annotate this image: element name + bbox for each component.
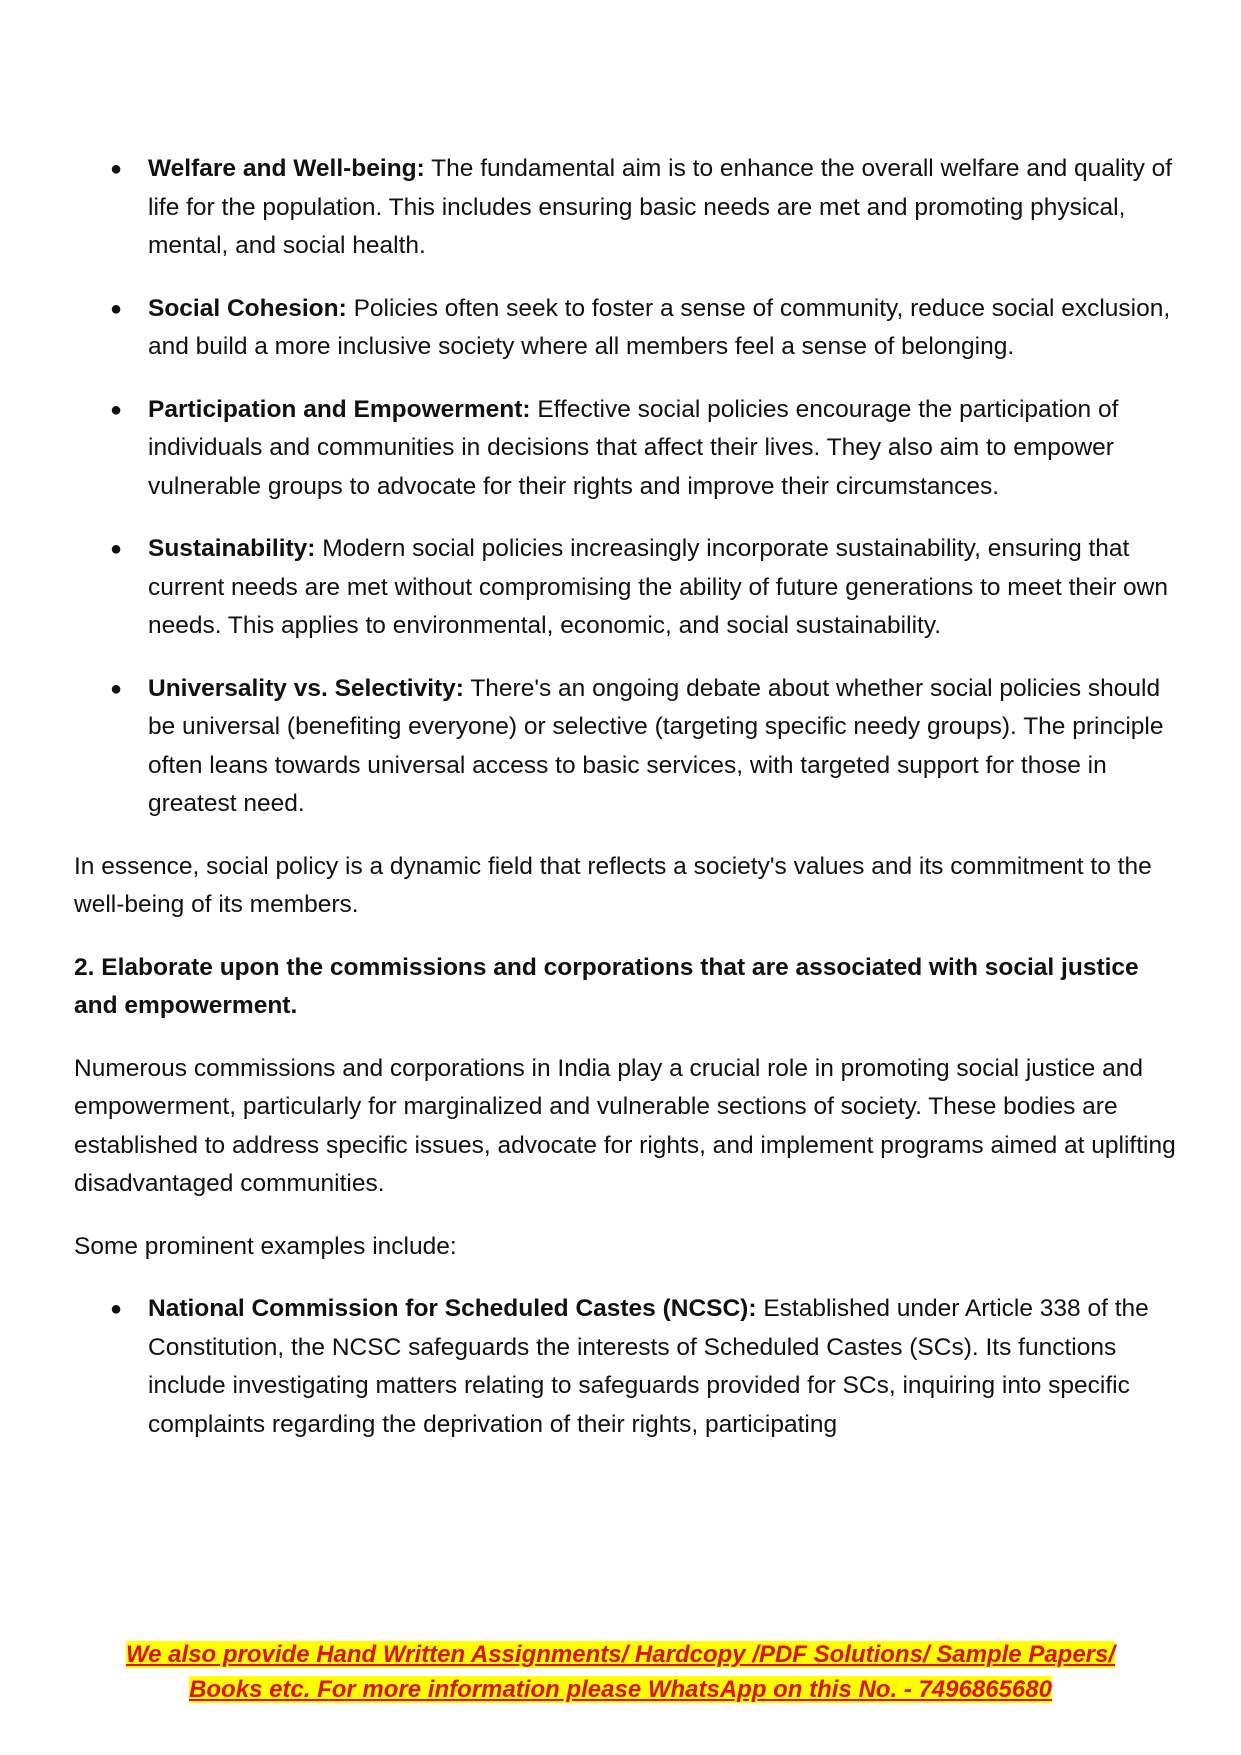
list-item: ● Participation and Empowerment: Effective social policies encourage the participation of individuals and communities in decisions that affect their lives. They also aim to empower vulnerable groups to advocate for their rights and improve their circumstances. bbox=[74, 391, 1184, 507]
bullet-icon: ● bbox=[110, 1298, 123, 1320]
bullet-icon: ● bbox=[110, 158, 123, 180]
question-heading: 2. Elaborate upon the commissions and corporations that are associated with social justice and empowerment. bbox=[74, 953, 1139, 1019]
promo-line-2: Books etc. For more information please WhatsApp on this No. - 7496865680 bbox=[189, 1676, 1052, 1703]
list-item: ● Social Cohesion: Policies often seek to foster a sense of community, reduce social exclusion, and build a more inclusive society where all members feel a sense of belonging. bbox=[74, 290, 1184, 367]
principles-list bbox=[74, 150, 1184, 824]
intro-paragraph: Numerous commissions and corporations in India play a crucial role in promoting social justice and empowerment, particularly for marginalized and vulnerable sections of society. These bodies are established to address specific issues, advocate for rights, and implement programs aimed at uplifting disadvantaged communities. bbox=[74, 1054, 1176, 1197]
essence-paragraph: In essence, social policy is a dynamic field that reflects a society's values and its commitment to the well-being of its members. bbox=[74, 852, 1152, 918]
commissions-list bbox=[74, 1290, 1184, 1444]
list-item: ● Welfare and Well-being: The fundamental aim is to enhance the overall welfare and quality of life for the population. This includes ensuring basic needs are met and promoting physical, mental, and social health. bbox=[74, 150, 1184, 266]
bullet-icon: ● bbox=[110, 297, 123, 320]
promo-line-1: We also provide Hand Written Assignments/ Hardcopy /PDF Solutions/ Sample Papers/ bbox=[125, 1641, 1116, 1668]
page-content bbox=[74, 150, 1184, 1468]
bullet-icon: ● bbox=[110, 398, 123, 421]
bullet-icon: ● bbox=[110, 677, 123, 700]
list-item: ● National Commission for Scheduled Castes (NCSC): Established under Article 338 of the Constitution, the NCSC safeguards the interests of Scheduled Castes (SCs). Its functions include investigating matters relating to safeguards provided for SCs, inquiring into specific complaints regarding the deprivation of their rights, participating bbox=[74, 1290, 1184, 1444]
list-item: ● Universality vs. Selectivity: There's an ongoing debate about whether social policies should be universal (benefiting everyone) or selective (targeting specific needy groups). The principle often leans towards universal access to basic services, with targeted support for those in greatest need. bbox=[74, 670, 1184, 824]
bullet-icon: ● bbox=[110, 538, 123, 560]
list-item: ● Sustainability: Modern social policies increasingly incorporate sustainability, ensuring that current needs are met without compromising the ability of future generations to meet their own needs. This applies to environmental, economic, and social sustainability. bbox=[74, 530, 1184, 646]
examples-intro: Some prominent examples include: bbox=[74, 1232, 457, 1260]
promo-footer bbox=[0, 1637, 1241, 1707]
